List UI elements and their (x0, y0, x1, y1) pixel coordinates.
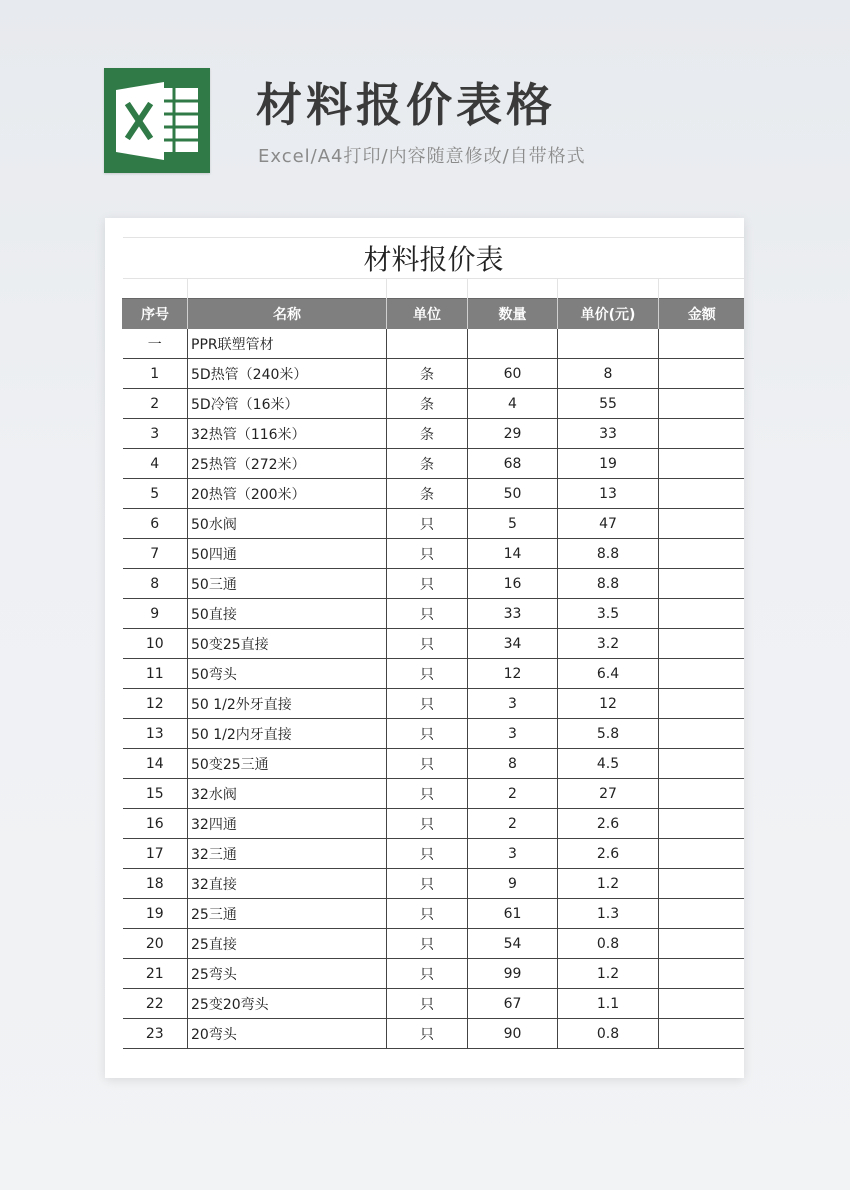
cell-amount (659, 599, 745, 629)
page-subtitle: Excel/A4打印/内容随意修改/自带格式 (258, 146, 586, 167)
table-row (123, 509, 745, 539)
cell-unit (387, 329, 468, 359)
cell-name: 32四通 (188, 809, 387, 839)
cell-name: 50水阀 (188, 509, 387, 539)
cell-name: 32三通 (188, 839, 387, 869)
sheet-title: 材料报价表 (123, 238, 745, 279)
cell-unit: 只 (387, 599, 468, 629)
cell-price: 4.5 (558, 749, 659, 779)
cell-price: 0.8 (558, 1019, 659, 1049)
cell-qty: 54 (468, 929, 558, 959)
cell-price: 0.8 (558, 929, 659, 959)
cell-amount (659, 1019, 745, 1049)
table-row (123, 479, 745, 509)
cell-amount (659, 869, 745, 899)
cell-amount (659, 989, 745, 1019)
cell-no: 5 (123, 479, 188, 509)
cell-qty: 3 (468, 719, 558, 749)
cell-amount (659, 509, 745, 539)
cell-qty (468, 329, 558, 359)
cell-unit: 只 (387, 809, 468, 839)
cell-no: 15 (123, 779, 188, 809)
table-row (123, 689, 745, 719)
cell-qty: 9 (468, 869, 558, 899)
cell-price: 8.8 (558, 569, 659, 599)
cell-price: 27 (558, 779, 659, 809)
cell-qty: 50 (468, 479, 558, 509)
cell-qty: 12 (468, 659, 558, 689)
cell-amount (659, 779, 745, 809)
cell-no: 3 (123, 419, 188, 449)
table-row (123, 629, 745, 659)
cell-unit: 只 (387, 689, 468, 719)
cell-amount (659, 479, 745, 509)
cell-qty: 2 (468, 809, 558, 839)
cell-unit: 条 (387, 389, 468, 419)
cell-name: 32水阀 (188, 779, 387, 809)
column-header-price: 单价(元) (558, 299, 659, 330)
table-row (123, 419, 745, 449)
cell-qty: 5 (468, 509, 558, 539)
cell-unit: 只 (387, 1019, 468, 1049)
cell-name: 50 1/2外牙直接 (188, 689, 387, 719)
quote-table (122, 237, 744, 1049)
table-row (123, 359, 745, 389)
cell-no: 18 (123, 869, 188, 899)
cell-qty: 33 (468, 599, 558, 629)
cell-unit: 条 (387, 359, 468, 389)
cell-unit: 只 (387, 539, 468, 569)
cell-name: 50 1/2内牙直接 (188, 719, 387, 749)
cell-price: 2.6 (558, 839, 659, 869)
cell-qty: 60 (468, 359, 558, 389)
cell-amount (659, 749, 745, 779)
cell-amount (659, 359, 745, 389)
cell-no: 17 (123, 839, 188, 869)
table-row (123, 809, 745, 839)
cell-price: 3.2 (558, 629, 659, 659)
cell-name: 50四通 (188, 539, 387, 569)
cell-amount (659, 419, 745, 449)
cell-unit: 只 (387, 779, 468, 809)
table-row (123, 929, 745, 959)
cell-price (558, 329, 659, 359)
cell-amount (659, 389, 745, 419)
cell-name: 5D热管（240米） (188, 359, 387, 389)
table-row (123, 449, 745, 479)
cell-unit: 只 (387, 509, 468, 539)
cell-name: PPR联塑管材 (188, 329, 387, 359)
cell-qty: 14 (468, 539, 558, 569)
cell-name: 50弯头 (188, 659, 387, 689)
cell-qty: 67 (468, 989, 558, 1019)
cell-no: 22 (123, 989, 188, 1019)
cell-price: 1.3 (558, 899, 659, 929)
cell-amount (659, 569, 745, 599)
cell-price: 6.4 (558, 659, 659, 689)
cell-name: 32热管（116米） (188, 419, 387, 449)
cell-name: 20弯头 (188, 1019, 387, 1049)
cell-price: 1.2 (558, 869, 659, 899)
cell-qty: 16 (468, 569, 558, 599)
cell-no: 23 (123, 1019, 188, 1049)
cell-price: 5.8 (558, 719, 659, 749)
cell-unit: 只 (387, 899, 468, 929)
table-row (123, 749, 745, 779)
cell-name: 25弯头 (188, 959, 387, 989)
cell-no: 7 (123, 539, 188, 569)
cell-unit: 条 (387, 479, 468, 509)
cell-amount (659, 539, 745, 569)
cell-price: 55 (558, 389, 659, 419)
cell-unit: 只 (387, 569, 468, 599)
cell-price: 8.8 (558, 539, 659, 569)
column-header-amount: 金额 (659, 299, 745, 330)
cell-qty: 3 (468, 839, 558, 869)
table-row (123, 539, 745, 569)
cell-name: 20热管（200米） (188, 479, 387, 509)
cell-unit: 只 (387, 719, 468, 749)
column-header-unit: 单位 (387, 299, 468, 330)
cell-no: 10 (123, 629, 188, 659)
cell-no: 4 (123, 449, 188, 479)
cell-amount (659, 899, 745, 929)
table-row (123, 989, 745, 1019)
table-row (123, 779, 745, 809)
cell-name: 50变25直接 (188, 629, 387, 659)
cell-price: 2.6 (558, 809, 659, 839)
cell-qty: 4 (468, 389, 558, 419)
cell-qty: 99 (468, 959, 558, 989)
cell-qty: 68 (468, 449, 558, 479)
table-row (123, 1019, 745, 1049)
cell-unit: 只 (387, 929, 468, 959)
cell-no: 11 (123, 659, 188, 689)
cell-unit: 只 (387, 629, 468, 659)
cell-qty: 90 (468, 1019, 558, 1049)
cell-qty: 29 (468, 419, 558, 449)
column-header-qty: 数量 (468, 299, 558, 330)
cell-price: 12 (558, 689, 659, 719)
cell-no: 9 (123, 599, 188, 629)
cell-price: 1.2 (558, 959, 659, 989)
cell-amount (659, 839, 745, 869)
table-row (123, 869, 745, 899)
page-title: 材料报价表格 (256, 78, 556, 132)
table-row (123, 389, 745, 419)
cell-amount (659, 929, 745, 959)
cell-qty: 8 (468, 749, 558, 779)
cell-price: 47 (558, 509, 659, 539)
cell-unit: 条 (387, 419, 468, 449)
cell-amount (659, 659, 745, 689)
cell-amount (659, 809, 745, 839)
cell-price: 8 (558, 359, 659, 389)
cell-name: 25直接 (188, 929, 387, 959)
cell-amount (659, 719, 745, 749)
cell-no: 20 (123, 929, 188, 959)
table-row (123, 719, 745, 749)
cell-no: 12 (123, 689, 188, 719)
cell-unit: 条 (387, 449, 468, 479)
cell-unit: 只 (387, 869, 468, 899)
cell-no: 14 (123, 749, 188, 779)
cell-amount (659, 959, 745, 989)
cell-amount (659, 449, 745, 479)
cell-qty: 61 (468, 899, 558, 929)
table-row (123, 839, 745, 869)
table-row (123, 329, 745, 359)
table-row (123, 599, 745, 629)
cell-no: 2 (123, 389, 188, 419)
cell-unit: 只 (387, 839, 468, 869)
cell-qty: 2 (468, 779, 558, 809)
table-row (123, 569, 745, 599)
cell-name: 32直接 (188, 869, 387, 899)
cell-no: 13 (123, 719, 188, 749)
cell-name: 50变25三通 (188, 749, 387, 779)
column-header-no: 序号 (123, 299, 188, 330)
cell-qty: 3 (468, 689, 558, 719)
cell-unit: 只 (387, 749, 468, 779)
cell-no: 一 (123, 329, 188, 359)
cell-name: 25变20弯头 (188, 989, 387, 1019)
cell-name: 5D冷管（16米） (188, 389, 387, 419)
cell-price: 3.5 (558, 599, 659, 629)
spreadsheet-preview (105, 218, 744, 1078)
cell-no: 6 (123, 509, 188, 539)
table-row (123, 659, 745, 689)
cell-amount (659, 629, 745, 659)
cell-no: 19 (123, 899, 188, 929)
header-row (123, 299, 745, 330)
cell-amount (659, 689, 745, 719)
column-header-name: 名称 (188, 299, 387, 330)
cell-no: 21 (123, 959, 188, 989)
table-row (123, 959, 745, 989)
table-row (123, 899, 745, 929)
excel-logo-icon (104, 68, 210, 173)
cell-no: 8 (123, 569, 188, 599)
cell-amount (659, 329, 745, 359)
cell-no: 1 (123, 359, 188, 389)
spacer-row (123, 279, 745, 299)
cell-unit: 只 (387, 989, 468, 1019)
cell-name: 25热管（272米） (188, 449, 387, 479)
cell-name: 25三通 (188, 899, 387, 929)
cell-unit: 只 (387, 659, 468, 689)
cell-unit: 只 (387, 959, 468, 989)
cell-price: 1.1 (558, 989, 659, 1019)
cell-name: 50直接 (188, 599, 387, 629)
cell-name: 50三通 (188, 569, 387, 599)
cell-qty: 34 (468, 629, 558, 659)
cell-price: 13 (558, 479, 659, 509)
cell-price: 19 (558, 449, 659, 479)
cell-no: 16 (123, 809, 188, 839)
cell-price: 33 (558, 419, 659, 449)
